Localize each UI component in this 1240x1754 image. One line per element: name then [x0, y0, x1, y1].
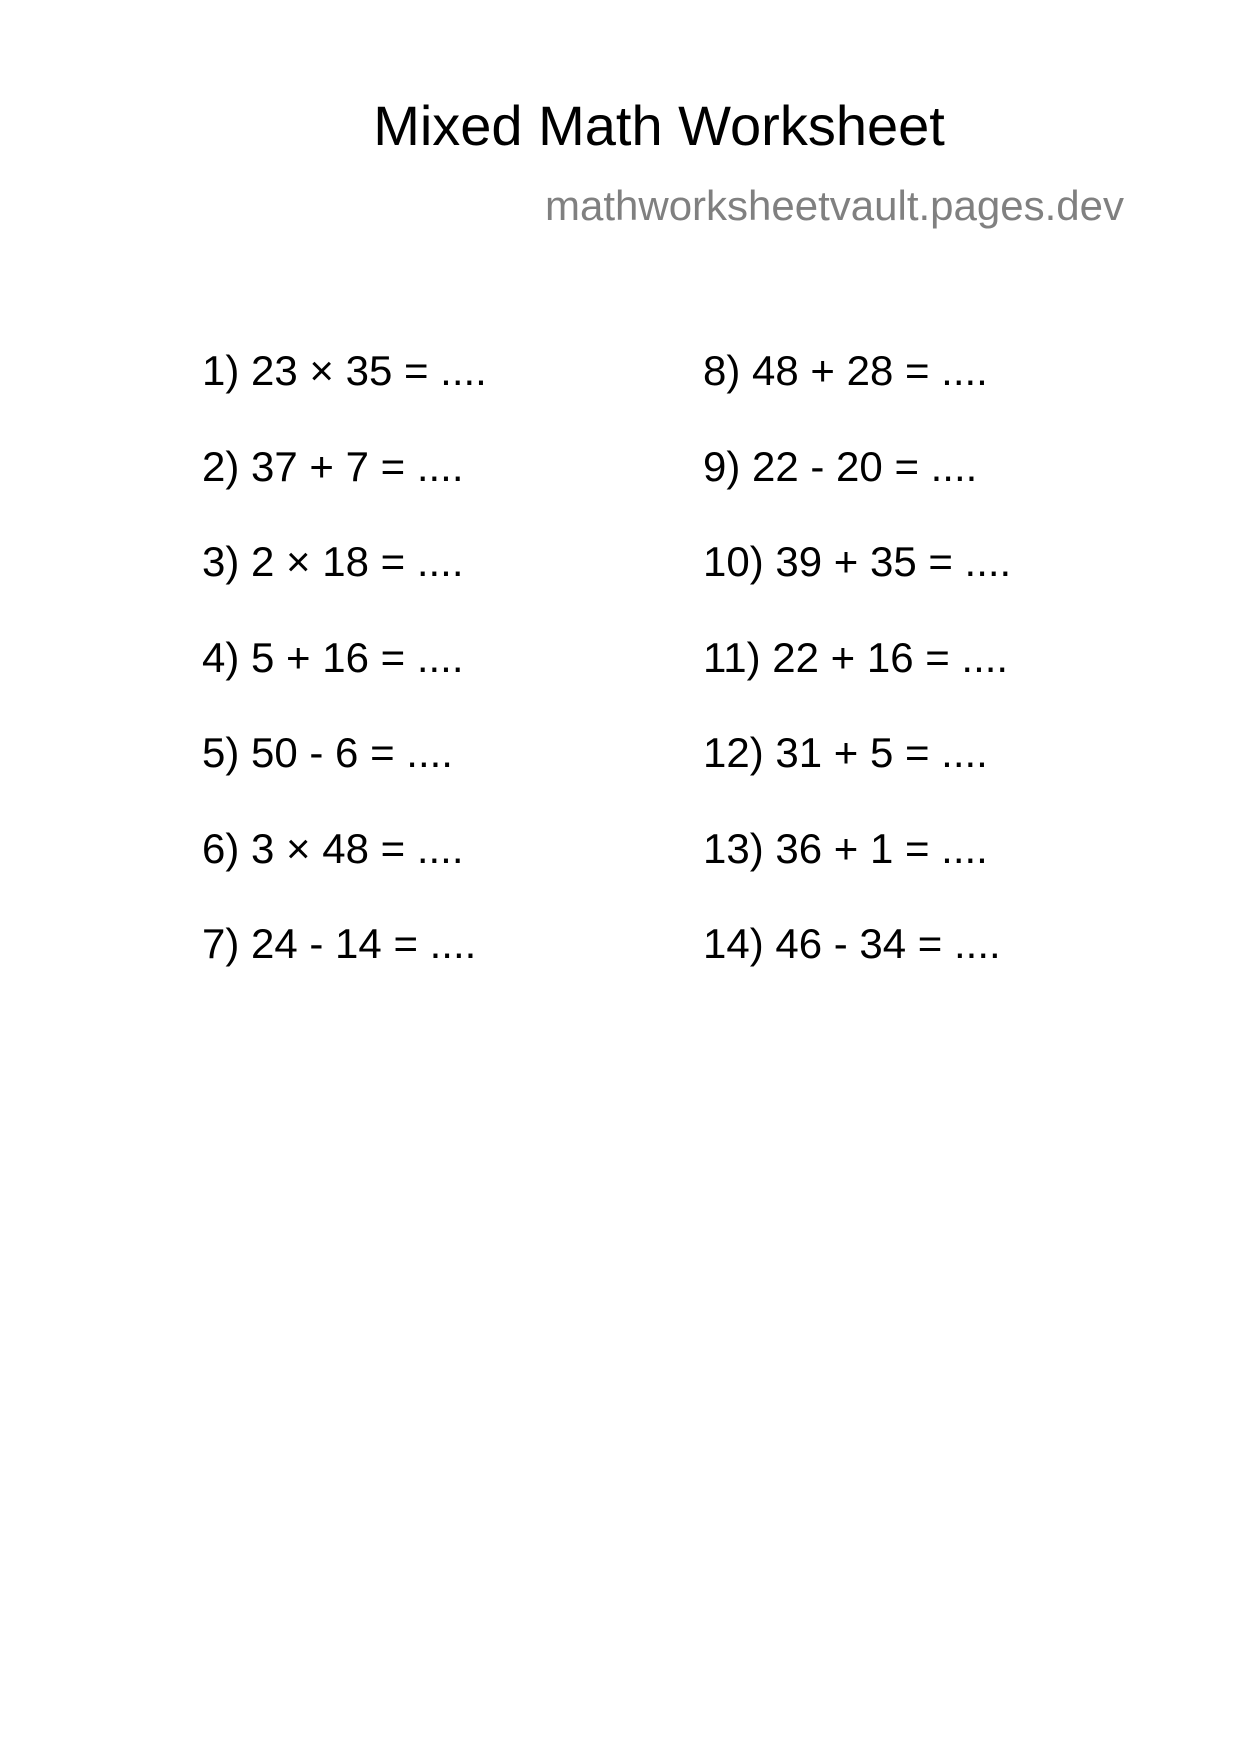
problem-item: 7) 24 - 14 = ....: [202, 920, 477, 967]
problem-item: 2) 37 + 7 = ....: [202, 442, 464, 490]
problem-column-right: [703, 347, 1012, 1019]
source-url: mathworksheetvault.pages.dev: [545, 182, 1124, 229]
problem-item: 5) 50 - 6 = ....: [202, 729, 453, 776]
problem-item: 3) 2 × 18 = ....: [202, 538, 464, 585]
problem-item: 1) 23 × 35 = ....: [202, 347, 487, 394]
problem-item: 10) 39 + 35 = ....: [703, 538, 1012, 585]
problem-column-left: [202, 347, 487, 1019]
problem-item: 13) 36 + 1 = ....: [703, 824, 988, 872]
problem-item: 6) 3 × 48 = ....: [202, 824, 464, 872]
problem-item: 11) 22 + 16 = ....: [703, 633, 1009, 681]
problem-item: 4) 5 + 16 = ....: [202, 633, 464, 681]
problem-item: 12) 31 + 5 = ....: [703, 729, 988, 776]
problem-item: 14) 46 - 34 = ....: [703, 920, 1001, 967]
page-title: Mixed Math Worksheet: [373, 94, 945, 157]
problem-item: 9) 22 - 20 = ....: [703, 442, 978, 490]
problem-item: 8) 48 + 28 = ....: [703, 347, 988, 394]
